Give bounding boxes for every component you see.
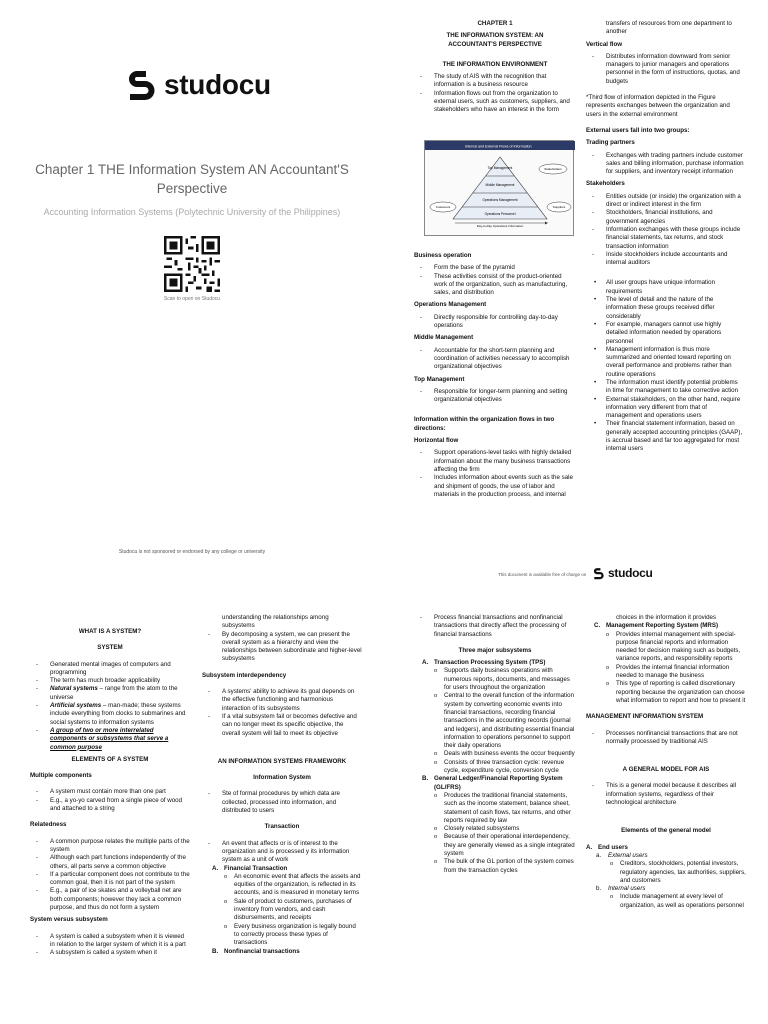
- list-item: - A system must contain more than one part: [50, 788, 190, 796]
- list-item: - If a particular component does not contribute to the common goal, then it is not part of the system: [50, 871, 190, 888]
- bullet-list: [586, 730, 746, 747]
- section-heading: Information System: [253, 774, 311, 782]
- diagram-label: Stakeholders: [544, 167, 562, 172]
- page-column-left: [414, 20, 576, 115]
- section-heading: Three major subsystems: [458, 646, 532, 654]
- list-item: o Closely related subsystems: [444, 825, 576, 833]
- chapter-title: ACCOUNTANT'S PERSPECTIVE: [448, 40, 542, 48]
- list-item: o Produces the traditional financial statements, such as the income statement, balance sheet, statement of cash flows, tax returns, and other reports required by law: [444, 792, 576, 825]
- page-column-right: [202, 614, 362, 956]
- list-item: • The information must identify potential problems in time for management to take corrective action: [606, 379, 744, 396]
- list-item: - Stockholders, financial institutions, and government agencies: [606, 209, 744, 226]
- list-item: o This type of reporting is called discretionary reporting because the organization can choose what information to report and how to present it: [616, 680, 746, 705]
- figure-title: Internal and External Flows of Information: [465, 144, 532, 149]
- qr-code-icon[interactable]: [164, 236, 220, 292]
- section-heading: Relatedness: [30, 821, 67, 829]
- list-item: - Form the base of the pyramid: [434, 264, 576, 272]
- list-item: - E.g., a pair of ice skates and a volleyball net are both components; however they lack a common purpose, and thus do not form a system: [50, 887, 190, 912]
- list-item: - If a vital subsystem fail or becomes defective and can no longer meet its specific objective, the overall system will fail to meet its objective: [222, 713, 362, 738]
- section-heading: Horizontal flow: [414, 437, 459, 445]
- list-item: - Directly responsible for controlling day-to-day operations: [434, 314, 576, 331]
- diagram-label: Operations Management: [482, 198, 518, 202]
- bullet-list: [202, 688, 362, 738]
- bullet-list: [30, 788, 190, 813]
- pyramid-diagram: [425, 141, 575, 237]
- list-item: o Every business organization is legally bound to correctly process these types of transactions: [234, 923, 362, 948]
- section-heading: ELEMENTS OF A SYSTEM: [71, 755, 149, 763]
- chapter-page: [384, 0, 768, 600]
- list-item: - A system is called a subsystem when it is viewed in relation to the larger system of which it is a part: [50, 933, 190, 950]
- list-item: o Provides internal management with special-purpose financial reports and information needed for decision making such as budgets, variance reports, and responsibility reports: [616, 631, 746, 664]
- bullet-list: [414, 73, 576, 114]
- section-heading: Middle Management: [414, 334, 474, 342]
- bullet-list: [414, 314, 576, 331]
- page-column-left: [30, 628, 190, 958]
- diagram-label: Top Management: [487, 166, 513, 170]
- list-item: o Provides the internal financial information needed to manage the business: [616, 664, 746, 681]
- paragraph: *Third flow of information depicted in the Figure represents exchanges between the organization and users in the external environment: [586, 94, 730, 118]
- bullet-list: [414, 264, 576, 297]
- bullet-list: [586, 193, 744, 268]
- studocu-logo: [124, 68, 271, 102]
- section-heading: Top Management: [414, 375, 465, 383]
- disclaimer: Studocu is not sponsored or endorsed by any college or university: [118, 549, 266, 555]
- list-item: - Information exchanges with these groups include financial statements, tax returns, and stock transaction information: [606, 226, 744, 251]
- list-item: - The term has much broader applicability: [50, 677, 190, 685]
- page-column-right: [586, 20, 744, 454]
- continued-text: choices in the information it provides: [616, 614, 717, 621]
- list-item: • The level of detail and the nature of the information these groups received differ considerably: [606, 296, 744, 321]
- sub-heading: A. Transaction Processing System (TPS): [422, 659, 546, 667]
- section-heading: SYSTEM: [97, 644, 123, 652]
- diagram-label: Operations Personnel: [484, 212, 516, 216]
- bullet-list: [414, 347, 576, 372]
- chapter-title: THE INFORMATION SYSTEM: AN: [446, 32, 544, 40]
- sub-heading: B. Nonfinancial transactions: [212, 947, 300, 955]
- section-heading: Trading partners: [586, 139, 635, 147]
- section-heading: THE INFORMATION ENVIRONMENT: [442, 60, 548, 68]
- list-item: o Central to the overall function of the information system by converting economic events into financial transactions, recording financial transactions in the accounting records (journal and ledgers), and distributing essential financial information to operations personnel to support their daily operations: [444, 692, 576, 750]
- list-item: - Accountable for the short-term planning and coordination of activities necessary to accomplish organizational objectives: [434, 347, 576, 372]
- section-heading: WHAT IS A SYSTEM?: [78, 628, 142, 635]
- bullet-list: [212, 873, 362, 948]
- list-item: o An economic event that affects the assets and equities of the organization, is reflected in its accounts, and is measured in monetary terms: [234, 873, 362, 898]
- studocu-logo-icon: [124, 68, 158, 102]
- list-item: - Processes nonfinancial transactions that are not normally processed by traditional AIS: [606, 730, 746, 747]
- brand-name: studocu: [608, 566, 653, 580]
- list-item: - Artificial systems – man-made; these systems include everything from clocks to submarines and social systems to information systems: [50, 702, 190, 727]
- document-title: Chapter 1 THE Information System AN Accountant'S Perspective: [35, 162, 349, 196]
- bullet-list: [598, 893, 746, 910]
- list-item: • Their financial statement information, based on generally accepted accounting principles (GAAP), is accrual based and far too aggregated for most internal users: [606, 420, 744, 453]
- sub-heading: b. Internal users: [596, 885, 646, 893]
- sub-heading: A. Financial Transaction: [212, 864, 288, 872]
- list-item: o Deals with business events the occur frequently: [444, 750, 576, 758]
- page-column-right: [586, 614, 746, 910]
- qr-caption: Scan to open on Studocu: [163, 296, 221, 302]
- sub-heading: B. General Ledger/Financial Reporting System (GL/FRS): [422, 775, 563, 791]
- list-item: - Entities outside (or inside) the organization with a direct or indirect interest in the firm: [606, 193, 744, 210]
- list-item: - Natural systems – range from the atom to the universe: [50, 685, 190, 702]
- bullet-list: [594, 631, 746, 706]
- section-heading: MANAGEMENT INFORMATION SYSTEM: [586, 713, 704, 721]
- bullet-list: [422, 667, 576, 775]
- system-page: [0, 600, 384, 1024]
- cover-page: [0, 0, 384, 600]
- list-item: • All user groups have unique information requirements: [606, 279, 744, 296]
- list-item: - Generated mental images of computers and programming: [50, 661, 190, 678]
- diagram-label: Day-to-Day Operations Information: [476, 224, 524, 228]
- page-column-left-lower: [414, 252, 576, 499]
- section-heading: Vertical flow: [586, 40, 623, 48]
- chapter-number: CHAPTER 1: [477, 20, 513, 27]
- studocu-logo-icon: [592, 567, 605, 580]
- bullet-list: [598, 860, 746, 885]
- list-item: - An event that affects or is of interest to the organization and is processed y its information system as a unit of work: [222, 840, 362, 865]
- bullet-list: [422, 792, 576, 875]
- section-heading: Stakeholders: [586, 180, 625, 188]
- list-item: - A systems' ability to achieve its goal depends on the effective functioning and harmonious interaction of its subsystems: [222, 688, 362, 713]
- list-item: - Process financial transactions and nonfinancial transactions that directly affect the processing of financial transactions: [434, 614, 576, 639]
- section-heading: Subsystem interdependency: [202, 671, 287, 679]
- list-item: - Exchanges with trading partners include customer sales and billing information, purchase information for suppliers, and inventory receipt information: [606, 152, 744, 177]
- list-item: - Inside stockholders include accountants and internal auditors: [606, 251, 744, 268]
- list-item: - Information flows out from the organization to external users, such as customers, suppliers, and stakeholders who have an interest in the form: [434, 90, 576, 115]
- list-item: - A subsystem is called a system when it: [50, 949, 190, 957]
- section-heading: Elements of the general model: [621, 827, 711, 835]
- list-item: o Consists of three transaction cycle: revenue cycle, expenditure cycle, conversion cycle: [444, 759, 576, 776]
- continued-text: understanding the relationships among subsystems: [222, 614, 329, 630]
- list-item: - Support operations-level tasks with highly detailed information about the many business transactions affecting the firm: [434, 449, 576, 474]
- section-heading: Multiple components: [30, 772, 92, 780]
- section-heading: Operations Management: [414, 301, 487, 309]
- section-heading: Business operation: [414, 252, 472, 259]
- sub-heading: a. External users: [596, 851, 648, 859]
- list-item: • For example, managers cannot use highly detailed information needed by operations personnel: [606, 321, 744, 346]
- bullet-list: [586, 152, 744, 177]
- bullet-list: [586, 53, 744, 86]
- footer-logo[interactable]: [592, 566, 653, 580]
- list-item: o The bulk of the GL portion of the system comes from the transaction cycles: [444, 858, 576, 875]
- list-item: - The study of AIS with the recognition that information is a business resource: [434, 73, 576, 90]
- list-item: - A group of two or more interrelated components or subsystems that serve a common purpose: [50, 727, 190, 752]
- list-item: • External stakeholders, on the other hand, require information very different from that of management and operations users: [606, 396, 744, 421]
- section-heading: AN INFORMATION SYSTEMS FRAMEWORK: [217, 757, 347, 765]
- list-item: - A common purpose relates the multiple parts of the system: [50, 838, 190, 855]
- list-item: o Because of their operational interdependency, they are generally viewed as a single integrated system: [444, 833, 576, 858]
- list-item: - Although each part functions independently of the others, all parts serve a common objective: [50, 854, 190, 871]
- page-column-left: [414, 614, 576, 875]
- bullet-list: [586, 279, 744, 453]
- bullet-list: [414, 388, 576, 405]
- bullet-list: [202, 631, 362, 664]
- list-item: o Creditors, stockholders, potential investors, regulatory agencies, tax authorities, suppliers, and customers: [620, 860, 746, 885]
- footer-note: This document is available free of charge on: [498, 572, 587, 577]
- diagram-label: Suppliers: [552, 205, 566, 210]
- sub-heading: C. Management Reporting System (MRS): [594, 622, 719, 630]
- course-name: Accounting Information Systems (Polytechnic University of the Philippines): [43, 207, 341, 217]
- bullet-list: [30, 661, 190, 752]
- diagram-label: Customers: [435, 205, 451, 210]
- list-item: - Ste of formal procedures by which data are collected, processed into information, and distributed to users: [222, 790, 362, 815]
- bullet-list: [30, 933, 190, 958]
- bullet-list: [414, 449, 576, 499]
- subsystems-page: [384, 600, 768, 1024]
- list-item: • Management information is thus more summarized and oriented toward reporting on overall performance and problems rather than routine operations: [606, 346, 744, 379]
- list-item: - E.g., a yo-yo carved from a single piece of wood and attached to a string: [50, 797, 190, 814]
- list-item: o Supports daily business operations with numerous reports, documents, and messages for users throughout the organization: [444, 667, 576, 692]
- list-item: - By decomposing a system, we can present the overall system as a hierarchy and view the relationships between subordinate and higher-level subsystems: [222, 631, 362, 664]
- list-item: o Sale of product to customers, purchases of inventory from vendors, and cash disbursements, and receipts: [234, 898, 362, 923]
- section-heading: A GENERAL MODEL FOR AIS: [622, 766, 710, 774]
- list-item: - Distributes information downward from senior managers to junior managers and operations personnel in the form of instructions, quotas, and budgets: [606, 53, 744, 86]
- list-item: - These activities consist of the product-oriented work of the organization, such as manufacturing, sales, and distribution: [434, 273, 576, 298]
- list-item: - This is a general model because it describes all information systems, regardless of their technological architecture: [606, 782, 746, 807]
- bullet-list: [202, 840, 362, 865]
- bullet-list: [30, 838, 190, 913]
- diagram-label: Middle Management: [485, 183, 515, 187]
- list-item: - Includes information about events such as the sale and shipment of goods, the use of labor and materials in the production process, and internal: [434, 474, 576, 499]
- section-heading: System versus subsystem: [30, 916, 108, 924]
- information-pyramid-figure: [424, 140, 574, 236]
- brand-name: studocu: [164, 69, 271, 100]
- section-heading: External users fall into two groups:: [586, 126, 690, 134]
- section-heading: Information within the organization flows in two directions:: [414, 416, 555, 432]
- list-item: o Include management at every level of organization, as well as operations personnel: [620, 893, 746, 910]
- bullet-list: [586, 782, 746, 807]
- section-heading: Transaction: [264, 823, 300, 831]
- bullet-list: [202, 790, 362, 815]
- bullet-list: [414, 614, 576, 639]
- list-item: - Responsible for longer-term planning and setting organizational objectives: [434, 388, 576, 405]
- continued-text: transfers of resources from one department to another: [606, 20, 732, 36]
- sub-heading: A. End users: [586, 843, 628, 851]
